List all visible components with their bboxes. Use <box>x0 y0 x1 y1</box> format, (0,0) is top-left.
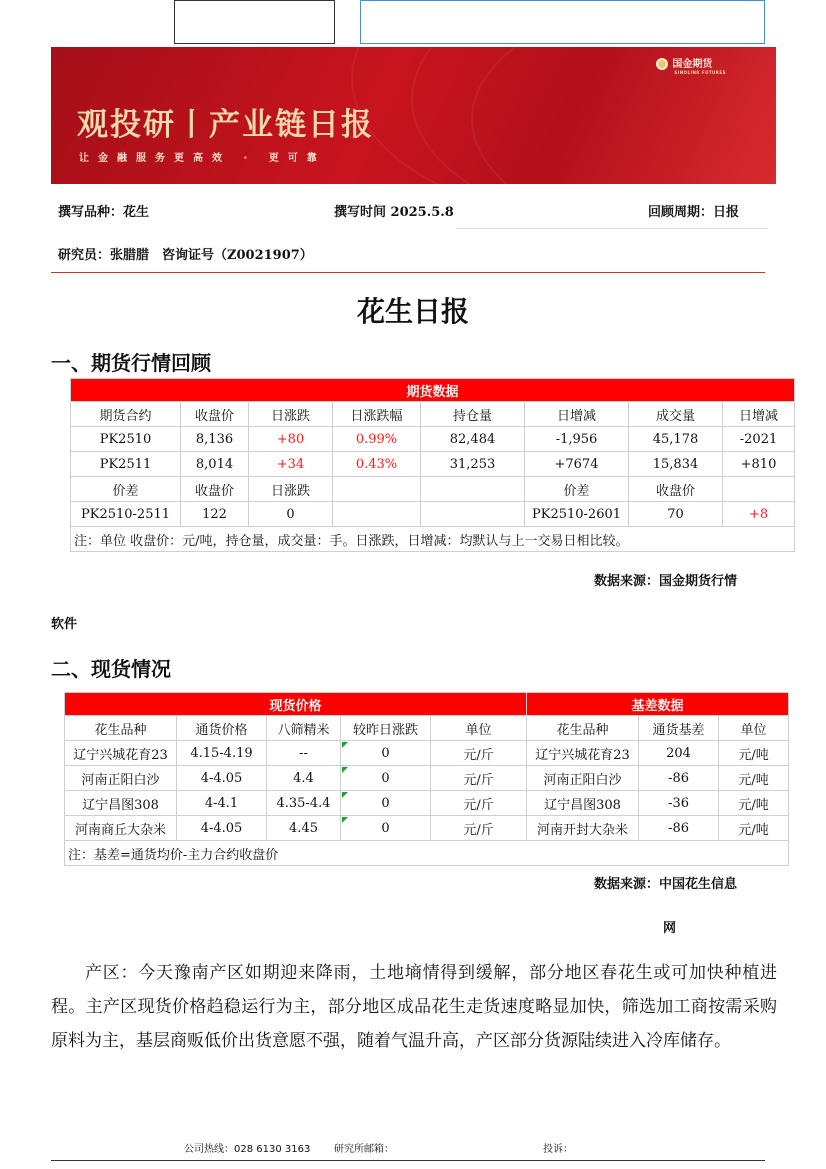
col-header: 价差 <box>525 477 629 502</box>
col-header: 收盘价 <box>181 402 249 427</box>
col-header: 期货合约 <box>71 402 181 427</box>
col-header <box>421 477 525 502</box>
futures-note: 注：单位 收盘价：元/吨，持仓量，成交量：手。日涨跌，日增减：均默认与上一交易日相比较。 <box>71 527 795 552</box>
futures-header: 期货数据 <box>71 379 795 402</box>
table-row <box>65 791 789 816</box>
source-spot: 数据来源：中国花生信息 <box>594 877 738 892</box>
table-cell: 0 <box>341 791 431 816</box>
futures-table <box>70 378 795 552</box>
section-spot-heading: 二、现货情况 <box>51 657 171 681</box>
col-header: 日增减 <box>525 402 629 427</box>
table-cell: 0 <box>249 502 333 527</box>
source-futures-tail: 软件 <box>51 617 78 632</box>
banner <box>51 47 776 184</box>
table-cell: 4.35-4.4 <box>267 791 341 816</box>
header-rule <box>51 272 765 273</box>
footer-complaint: 投诉： <box>543 1144 573 1155</box>
table-cell: 4-4.05 <box>177 816 267 841</box>
footer-hotline: 公司热线：028 6130 3163 <box>184 1144 311 1155</box>
table-cell: 4-4.05 <box>177 766 267 791</box>
table-cell: 31,253 <box>421 452 525 477</box>
table-cell: 辽宁兴城花育23 <box>527 741 639 766</box>
table-cell: +8 <box>723 502 795 527</box>
table-cell: -86 <box>639 766 719 791</box>
table-cell: 204 <box>639 741 719 766</box>
table-cell: 8,136 <box>181 427 249 452</box>
table-cell: 122 <box>181 502 249 527</box>
col-header: 花生品种 <box>527 716 639 741</box>
table-cell: 元/吨 <box>719 741 789 766</box>
col-header: 八筛精米 <box>267 716 341 741</box>
market-commentary: 产区：今天豫南产区如期迎来降雨，土地墒情得到缓解，部分地区春花生或可加快种植进程。主产区现货价格趋稳运行为主，部分地区成品花生走货速度略显加快，筛选加工商按需采购原料为主，基层商贩低价出货意愿不强，随着气温升高，产区部分货源陆续进入冷库储存。 <box>51 963 777 1051</box>
table-cell <box>333 502 421 527</box>
table-cell: 辽宁兴城花育23 <box>65 741 177 766</box>
table-cell: 0.99% <box>333 427 421 452</box>
cell-marker-icon <box>342 792 348 798</box>
table-cell: 4.45 <box>267 816 341 841</box>
table-cell: 0.43% <box>333 452 421 477</box>
table-cell: 8,014 <box>181 452 249 477</box>
meta-divider <box>457 228 767 229</box>
table-row <box>65 766 789 791</box>
basis-header: 基差数据 <box>527 693 789 716</box>
col-header <box>723 477 795 502</box>
table-row <box>71 427 795 452</box>
top-left-box <box>174 0 335 44</box>
spot-note: 注：基差=通货均价-主力合约收盘价 <box>65 841 789 866</box>
col-header: 通货价格 <box>177 716 267 741</box>
coin-icon <box>656 58 668 70</box>
table-cell: 15,834 <box>629 452 723 477</box>
meta-researcher: 研究员：张腊腊 咨询证号（Z0021907） <box>58 248 313 263</box>
section-futures-heading: 一、期货行情回顾 <box>51 351 211 375</box>
col-header: 日涨跌幅 <box>333 402 421 427</box>
col-header: 收盘价 <box>629 477 723 502</box>
table-cell: 0 <box>341 766 431 791</box>
col-header: 持仓量 <box>421 402 525 427</box>
table-cell: PK2510-2601 <box>525 502 629 527</box>
table-cell: 河南正阳白沙 <box>65 766 177 791</box>
source-spot-tail: 网 <box>663 921 677 936</box>
table-row <box>65 816 789 841</box>
col-header: 较昨日涨跌 <box>341 716 431 741</box>
table-cell: 辽宁昌图308 <box>65 791 177 816</box>
meta-period: 回顾周期：日报 <box>648 205 740 220</box>
col-header: 日增减 <box>723 402 795 427</box>
table-cell: 82,484 <box>421 427 525 452</box>
table-cell: PK2510 <box>71 427 181 452</box>
table-cell: 元/吨 <box>719 816 789 841</box>
col-header: 花生品种 <box>65 716 177 741</box>
meta-variety: 撰写品种：花生 <box>58 205 150 220</box>
banner-subtitle: 让金融服务更高效 · 更可靠 <box>79 153 326 164</box>
table-cell: 河南商丘大杂米 <box>65 816 177 841</box>
banner-title: 观投研丨产业链日报 <box>77 107 374 143</box>
table-row <box>71 452 795 477</box>
cell-marker-icon <box>342 767 348 773</box>
col-header <box>333 477 421 502</box>
table-cell: 元/吨 <box>719 791 789 816</box>
table-cell <box>421 502 525 527</box>
col-header: 单位 <box>431 716 527 741</box>
table-cell: +810 <box>723 452 795 477</box>
table-cell: 元/斤 <box>431 741 527 766</box>
source-futures: 数据来源：国金期货行情 <box>594 574 738 589</box>
document-title: 花生日报 <box>356 295 469 328</box>
meta-time: 撰写时间 2025.5.8 <box>334 205 454 220</box>
col-header: 日涨跌 <box>249 477 333 502</box>
col-header: 成交量 <box>629 402 723 427</box>
table-cell: 4.4 <box>267 766 341 791</box>
table-cell: 0 <box>341 816 431 841</box>
brand-logo: 国金期货 SINOLINK FUTURES <box>656 55 726 75</box>
spot-table <box>64 692 789 866</box>
table-cell: -1,956 <box>525 427 629 452</box>
table-cell: -2021 <box>723 427 795 452</box>
footer-mail: 研究所邮箱： <box>334 1144 394 1155</box>
table-cell: -36 <box>639 791 719 816</box>
table-cell: 元/斤 <box>431 766 527 791</box>
cell-marker-icon <box>342 817 348 823</box>
col-header: 单位 <box>719 716 789 741</box>
footer-rule <box>51 1160 765 1161</box>
table-cell: 0 <box>341 741 431 766</box>
table-row <box>71 502 795 527</box>
col-header: 收盘价 <box>181 477 249 502</box>
spot-price-header: 现货价格 <box>65 693 527 716</box>
table-cell: 4-4.1 <box>177 791 267 816</box>
table-cell: 70 <box>629 502 723 527</box>
table-cell: +7674 <box>525 452 629 477</box>
col-header: 价差 <box>71 477 181 502</box>
table-cell: -- <box>267 741 341 766</box>
col-header: 日涨跌 <box>249 402 333 427</box>
table-cell: PK2510-2511 <box>71 502 181 527</box>
table-cell: PK2511 <box>71 452 181 477</box>
col-header: 通货基差 <box>639 716 719 741</box>
table-cell: 河南开封大杂米 <box>527 816 639 841</box>
top-right-box <box>360 0 765 44</box>
table-cell: 元/斤 <box>431 791 527 816</box>
cell-marker-icon <box>342 742 348 748</box>
table-cell: -86 <box>639 816 719 841</box>
table-cell: 45,178 <box>629 427 723 452</box>
table-cell: 元/吨 <box>719 766 789 791</box>
table-cell: 河南正阳白沙 <box>527 766 639 791</box>
table-row <box>65 741 789 766</box>
table-cell: 4.15-4.19 <box>177 741 267 766</box>
table-cell: +80 <box>249 427 333 452</box>
table-cell: 元/斤 <box>431 816 527 841</box>
table-cell: 辽宁昌图308 <box>527 791 639 816</box>
table-cell: +34 <box>249 452 333 477</box>
